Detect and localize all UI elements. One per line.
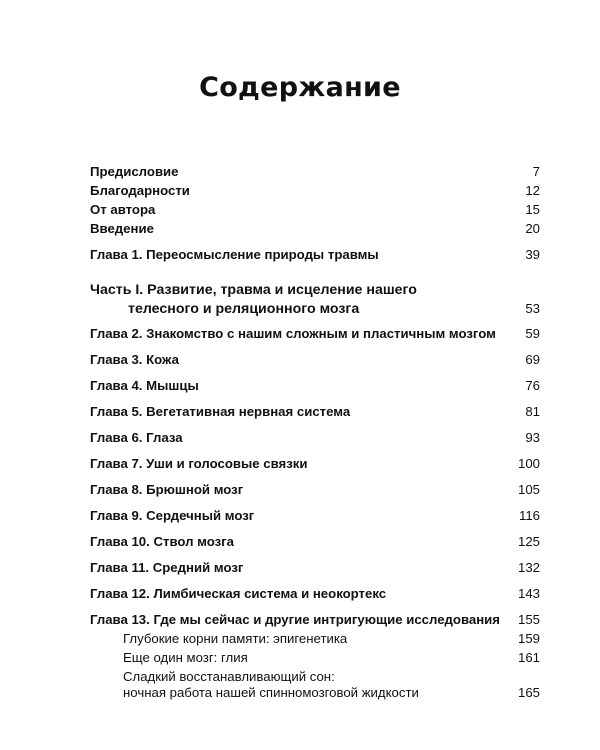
toc-entry-page: 20 — [525, 221, 540, 236]
toc-entry-label: Глава 13. Где мы сейчас и другие интригующие исследования — [90, 612, 500, 627]
toc-entry-page: 59 — [525, 326, 540, 341]
toc-entry — [90, 377, 540, 395]
toc-entry-page: 132 — [517, 560, 540, 575]
toc-entry-page: 53 — [525, 301, 540, 316]
toc-entry-label: Глава 12. Лимбическая система и неокортекс — [90, 586, 387, 601]
page-title: Содержание — [199, 72, 401, 103]
toc-entry — [90, 559, 540, 577]
toc-subentry — [90, 649, 540, 667]
toc-entry-label: Глава 10. Ствол мозга — [90, 534, 234, 549]
toc-entry-page: 12 — [525, 183, 540, 198]
toc-subentry-label: Глубокие корни памяти: эпигенетика — [123, 631, 348, 646]
toc-part-heading-continued — [90, 300, 540, 318]
toc-entry — [90, 533, 540, 551]
toc-entry — [90, 325, 540, 343]
toc-subentry-label-continued: ночная работа нашей спинномозговой жидкости — [123, 685, 419, 700]
toc-entry — [90, 403, 540, 421]
toc-entry-label: Благодарности — [90, 183, 190, 198]
toc-entry — [90, 220, 540, 238]
toc-entry-page: 76 — [525, 378, 540, 393]
toc-entry — [90, 429, 540, 447]
toc-entry-label: Глава 2. Знакомство с нашим сложным и пластичным мозгом — [90, 326, 496, 341]
toc-entry-page: 100 — [517, 456, 540, 471]
toc-entry-label: Введение — [90, 221, 154, 236]
toc-entry-page: 143 — [517, 586, 540, 601]
toc-entry-page: 116 — [518, 508, 540, 523]
toc-entry-label: Предисловие — [90, 164, 179, 179]
toc-entry — [90, 611, 540, 629]
toc-entry-page: 93 — [525, 430, 540, 445]
toc-entry-label: Глава 1. Переосмысление природы травмы — [90, 247, 379, 262]
toc-entry — [90, 455, 540, 473]
toc-entry-label: Глава 4. Мышцы — [90, 378, 199, 393]
toc-entry-label: Глава 6. Глаза — [90, 430, 183, 445]
toc-entry-page: 159 — [517, 631, 540, 646]
toc-entry-label: Глава 5. Вегетативная нервная система — [90, 404, 351, 419]
toc-entry-page: 155 — [517, 612, 540, 627]
toc-entry-page: 161 — [517, 650, 540, 665]
toc-entry — [90, 481, 540, 499]
toc-entry — [90, 201, 540, 219]
toc-entry-page: 125 — [517, 534, 540, 549]
toc-entry-page: 81 — [525, 404, 540, 419]
toc-entry — [90, 182, 540, 200]
toc-entry-label: Глава 3. Кожа — [90, 352, 179, 367]
toc-entry — [90, 507, 540, 525]
toc-entry — [90, 585, 540, 603]
toc-entry-page: 7 — [532, 164, 540, 179]
toc-subentry-continued — [90, 684, 540, 702]
toc-entry-label: От автора — [90, 202, 156, 217]
toc-part-label: Часть I. Развитие, травма и исцеление нашего — [90, 282, 417, 298]
toc-entry-page: 105 — [517, 482, 540, 497]
toc-entry-label: Глава 11. Средний мозг — [90, 560, 244, 575]
toc-part-label-continued: телесного и реляционного мозга — [128, 301, 360, 317]
toc-entry — [90, 246, 540, 264]
toc-subentry-label: Еще один мозг: глия — [123, 650, 248, 665]
toc-entry-page: 39 — [525, 247, 540, 262]
toc-entry — [90, 163, 540, 181]
toc-entry-page: 69 — [525, 352, 540, 367]
toc-entry-page: 165 — [517, 685, 540, 700]
toc-entry-label: Глава 9. Сердечный мозг — [90, 508, 255, 523]
toc-entry-label: Глава 7. Уши и голосовые связки — [90, 456, 308, 471]
toc-entry — [90, 351, 540, 369]
toc-entry-page: 15 — [525, 202, 540, 217]
toc-entry-label: Глава 8. Брюшной мозг — [90, 482, 244, 497]
toc-subentry — [90, 630, 540, 648]
toc-subentry-label: Сладкий восстанавливающий сон: — [123, 669, 335, 684]
toc-part-heading — [90, 281, 540, 299]
